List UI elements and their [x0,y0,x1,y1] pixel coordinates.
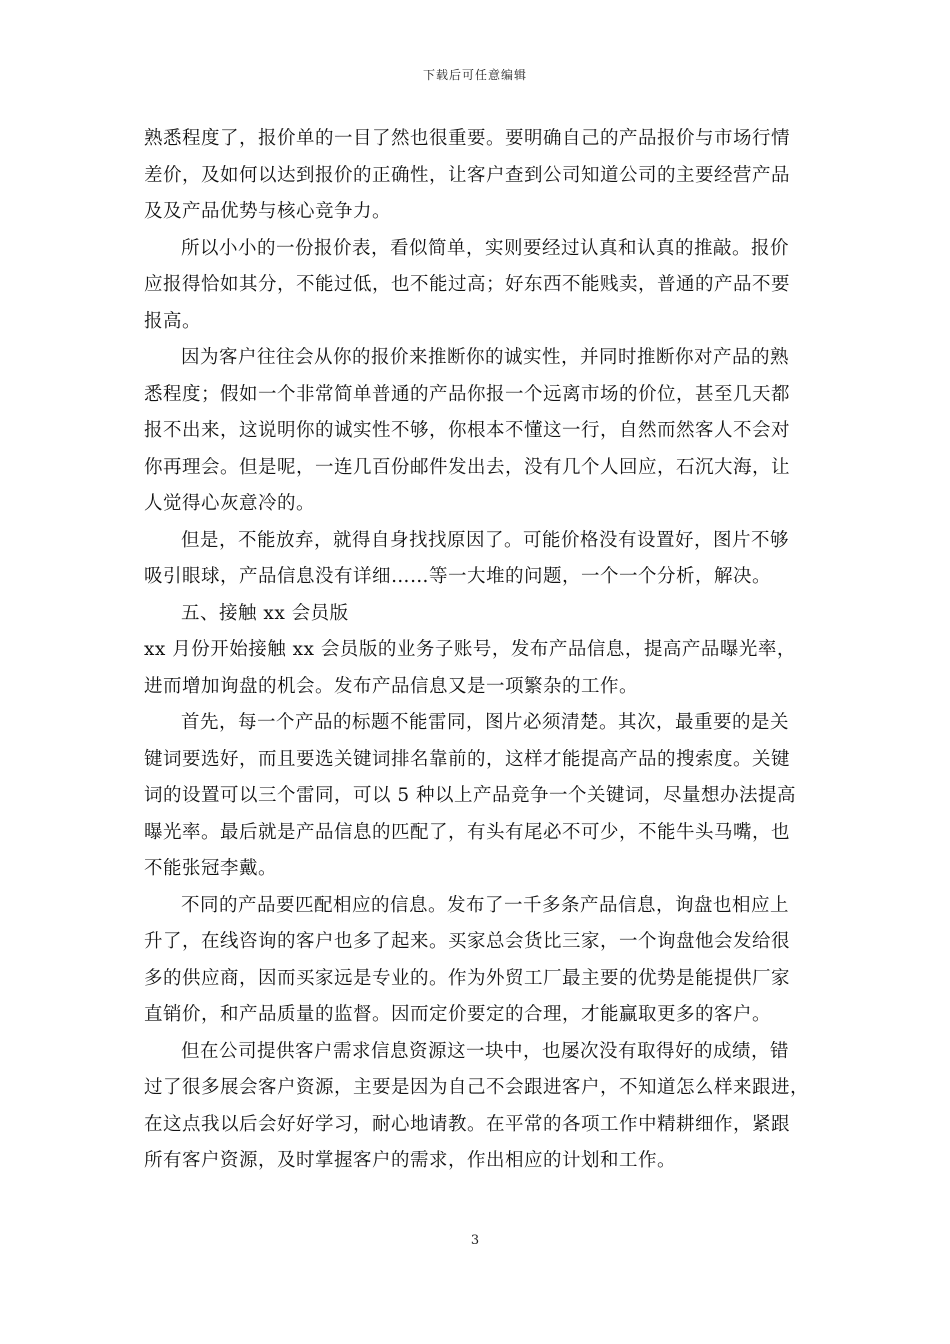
paragraph-line: 升了，在线咨询的客户也多了起来。买家总会货比三家，一个询盘他会发给很 [144,931,791,952]
paragraph-line: 熟悉程度了，报价单的一目了然也很重要。要明确自己的产品报价与市场行情 [144,128,791,149]
paragraph-line: 多的供应商，因而买家远是专业的。作为外贸工厂最主要的优势是能提供厂家 [144,967,791,989]
paragraph-first-line: 但在公司提供客户需求信息资源这一块中，也屡次没有取得好的成绩，错 [181,1040,790,1062]
paragraph-line: 进而增加询盘的机会。发布产品信息又是一项繁杂的工作。 [144,675,639,697]
paragraph-line: 键词要选好，而且要选关键词排名靠前的，这样才能提高产品的搜索度。关键 [144,748,791,770]
paragraph-line: 吸引眼球，产品信息没有详细……等一大堆的问题，一个一个分析，解决。 [144,566,772,587]
paragraph-first-line: 首先，每一个产品的标题不能雷同，图片必须清楚。其次，最重要的是关 [181,712,790,733]
paragraph-line: 报高。 [144,310,202,332]
paragraph-first-line: 但是，不能放弃，就得自身找找原因了。可能价格没有设置好，图片不够 [181,529,790,551]
paragraph-first-line: 五、接触 xx 会员版 [181,602,349,624]
paragraph-line: 过了很多展会客户资源，主要是因为自己不会跟进客户，不知道怎么样来跟进， [144,1077,810,1098]
paragraph-line: 你再理会。但是呢，一连几百份邮件发出去，没有几个人回应，石沉大海，让 [144,456,791,478]
paragraph-line: 曝光率。最后就是产品信息的匹配了，有头有尾必不可少，不能牛头马嘴，也 [144,821,791,843]
paragraph-line: 所有客户资源，及时掌握客户的需求，作出相应的计划和工作。 [144,1150,677,1171]
paragraph-line: 不能张冠李戴。 [144,858,278,879]
paragraph-line: 应报得恰如其分，不能过低，也不能过高；好东西不能贱卖，普通的产品不要 [144,274,791,295]
paragraph-line: 及及产品优势与核心竞争力。 [144,201,392,222]
page-header: 下载后可任意编辑 [422,68,527,82]
document-body [144,121,808,1180]
paragraph-line: 人觉得心灰意冷的。 [144,493,316,514]
paragraph-line: xx 月份开始接触 xx 会员版的业务子账号，发布产品信息，提高产品曝光率， [144,639,796,660]
paragraph-line: 词的设置可以三个雷同，可以 5 种以上产品竞争一个关键词，尽量想办法提高 [144,785,797,806]
paragraph-line: 报不出来，这说明你的诚实性不够，你根本不懂这一行，自然而然客人不会对 [144,420,791,441]
paragraph-line: 悉程度；假如一个非常简单普通的产品你报一个远离市场的价位，甚至几天都 [144,383,791,405]
paragraph-first-line: 不同的产品要匹配相应的信息。发布了一千多条产品信息，询盘也相应上 [181,894,790,916]
paragraph-line: 差价，及如何以达到报价的正确性，让客户查到公司知道公司的主要经营产品 [144,164,791,186]
paragraph-line: 在这点我以后会好好学习，耐心地请教。在平常的各项工作中精耕细作，紧跟 [144,1113,791,1135]
paragraph-first-line: 所以小小的一份报价表，看似简单，实则要经过认真和认真的推敲。报价 [181,237,790,259]
page-number: 3 [470,1233,480,1248]
paragraph-first-line: 因为客户往往会从你的报价来推断你的诚实性，并同时推断你对产品的熟 [181,347,790,368]
paragraph-line: 直销价，和产品质量的监督。因而定价要定的合理，才能赢取更多的客户。 [144,1004,772,1025]
